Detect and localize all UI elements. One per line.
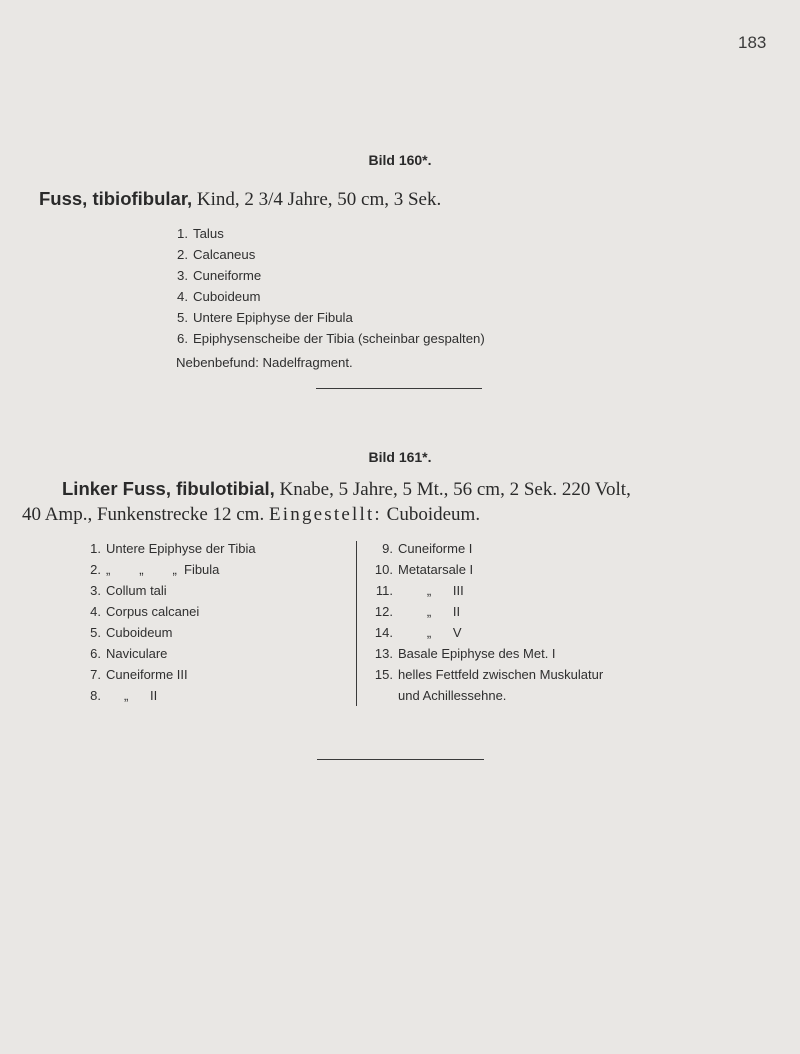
item-text: Untere Epiphyse der Tibia bbox=[106, 541, 256, 556]
item-text: Cuboideum bbox=[193, 289, 261, 304]
item-number: 15. bbox=[374, 667, 393, 682]
item-number: 13. bbox=[374, 646, 393, 661]
list-item bbox=[363, 685, 603, 706]
item-text: „ „ „ Fibula bbox=[106, 562, 220, 577]
list-item bbox=[363, 538, 603, 559]
item-number: 4. bbox=[90, 604, 101, 619]
item-text: „ II bbox=[398, 604, 461, 619]
item-text: „ V bbox=[398, 625, 462, 640]
item-number: 10. bbox=[374, 562, 393, 577]
item-number: 2. bbox=[90, 562, 101, 577]
list-item bbox=[363, 622, 603, 643]
list-item bbox=[83, 664, 256, 685]
item-text: „ III bbox=[398, 583, 464, 598]
list-item bbox=[363, 664, 603, 685]
item-number: 9. bbox=[382, 541, 393, 556]
item-number bbox=[363, 685, 398, 706]
figure-161-caption-lead: Linker Fuss, fibulotibial, bbox=[62, 478, 275, 499]
item-number: 2. bbox=[177, 247, 188, 262]
item-number: 3. bbox=[177, 268, 188, 283]
item-number: 7. bbox=[90, 667, 101, 682]
figure-160-legend-list bbox=[172, 223, 485, 349]
list-item bbox=[363, 580, 603, 601]
list-item bbox=[83, 538, 256, 559]
list-item bbox=[363, 601, 603, 622]
item-number: 3. bbox=[90, 583, 101, 598]
item-text: Cuneiforme bbox=[193, 268, 262, 283]
figure-160-caption-rest: Kind, 2 3/4 Jahre, 50 cm, 3 Sek. bbox=[196, 189, 442, 210]
item-text: Basale Epiphyse des Met. I bbox=[398, 646, 556, 661]
item-number: 6. bbox=[177, 331, 188, 346]
list-item bbox=[172, 307, 485, 328]
list-item bbox=[83, 622, 256, 643]
item-text: Epiphysenscheibe der Tibia (scheinbar gespalten) bbox=[193, 331, 485, 346]
list-item bbox=[172, 244, 485, 265]
item-text: helles Fettfeld zwischen Muskulatur bbox=[398, 667, 604, 682]
list-item bbox=[172, 223, 485, 244]
item-text: Calcaneus bbox=[193, 247, 256, 262]
item-number: 11. bbox=[375, 583, 393, 598]
item-text: Cuneiforme I bbox=[398, 541, 473, 556]
list-item bbox=[172, 328, 485, 349]
item-text: und Achillessehne. bbox=[398, 688, 507, 703]
item-number: 4. bbox=[177, 289, 188, 304]
item-text: Untere Epiphyse der Fibula bbox=[193, 310, 353, 325]
section-divider bbox=[317, 759, 484, 760]
list-item bbox=[83, 601, 256, 622]
item-text: Corpus calcanei bbox=[106, 604, 200, 619]
figure-160-caption-lead: Fuss, tibiofibular, bbox=[39, 188, 193, 209]
figure-161-caption-emphasis: Eingestellt: bbox=[268, 504, 382, 525]
item-number: 14. bbox=[374, 625, 393, 640]
list-item bbox=[363, 643, 603, 664]
column-divider bbox=[356, 541, 357, 706]
figure-161-legend-left bbox=[83, 538, 256, 706]
figure-161-caption-line-2-end: Cuboideum. bbox=[386, 504, 481, 525]
list-item bbox=[363, 559, 603, 580]
figure-161-caption-line-2 bbox=[22, 504, 480, 526]
item-text: Metatarsale I bbox=[398, 562, 474, 577]
item-number: 1. bbox=[177, 226, 188, 241]
item-text: Naviculare bbox=[106, 646, 168, 661]
item-number: 5. bbox=[90, 625, 101, 640]
figure-160-caption bbox=[39, 188, 441, 211]
section-divider bbox=[316, 388, 482, 389]
secondary-finding: Nebenbefund: Nadelfragment. bbox=[176, 355, 353, 370]
list-item bbox=[83, 685, 256, 706]
item-text: „ II bbox=[106, 688, 158, 703]
figure-161-caption-rest: Knabe, 5 Jahre, 5 Mt., 56 cm, 2 Sek. 220 Volt, bbox=[279, 479, 631, 500]
page-number: 183 bbox=[738, 33, 767, 52]
item-number: 1. bbox=[90, 541, 101, 556]
item-text: Collum tali bbox=[106, 583, 167, 598]
list-item bbox=[83, 580, 256, 601]
figure-161-legend-right bbox=[363, 538, 603, 706]
item-number: 12. bbox=[374, 604, 393, 619]
item-text: Cuneiforme III bbox=[106, 667, 188, 682]
figure-160-heading: Bild 160*. bbox=[368, 152, 432, 168]
list-item bbox=[83, 559, 256, 580]
figure-161-heading: Bild 161*. bbox=[368, 449, 432, 465]
list-item bbox=[172, 265, 485, 286]
item-number: 6. bbox=[90, 646, 101, 661]
item-text: Talus bbox=[193, 226, 224, 241]
item-number: 5. bbox=[177, 310, 188, 325]
item-text: Cuboideum bbox=[106, 625, 173, 640]
figure-161-caption-line-1 bbox=[62, 478, 631, 501]
item-number: 8. bbox=[90, 688, 101, 703]
list-item bbox=[83, 643, 256, 664]
list-item bbox=[172, 286, 485, 307]
figure-161-caption-line-2-start: 40 Amp., Funkenstrecke 12 cm. bbox=[22, 504, 265, 525]
